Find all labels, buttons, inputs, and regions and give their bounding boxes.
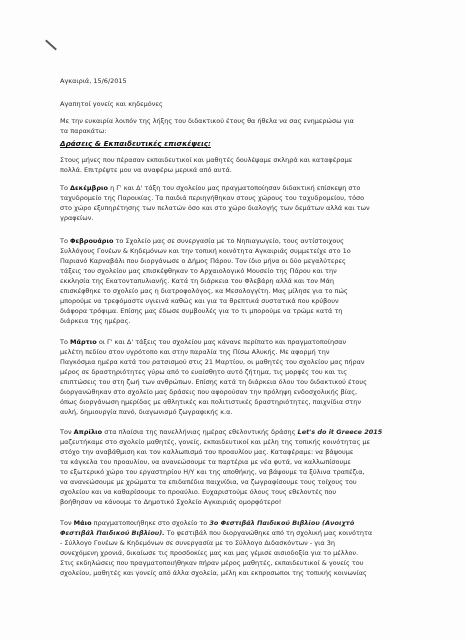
line-mid: στα πλαίσια της πανελλήνιας ημέρας εθελοντικής δράσης — [102, 428, 298, 436]
paragraph-line: Στους μήνες που πέρασαν εκπαιδευτικοί και μαθητές δουλέψαμε σκληρά και καταφέραμε — [60, 156, 353, 164]
line-lead: Τον — [60, 428, 74, 436]
line-rest: οι Γ' και Δ' τάξεις του σχολείου μας κάνανε περίπατο και πραγματοποίησαν — [96, 338, 347, 346]
line-lead: Τον — [60, 519, 74, 527]
line-lead: Το — [60, 184, 71, 192]
line-rest: Το φεστιβάλ που διοργανώθηκε από τη σχολική μας κοινότητα — [164, 529, 373, 537]
month-label: Δεκέμβριο — [70, 184, 108, 192]
month-label: Απρίλιο — [73, 428, 103, 436]
paragraph-line — [60, 236, 443, 247]
paragraph-line: διάφορα τρόφιμα. Επίσης μας έδωσε συμβουλές για το τι μπορούμε να τρώμε κατά τη — [60, 307, 343, 315]
paragraph-line: συνεχόμενη χρονιά, δικαίωσε τις προσδοκίες μας και μας γέμισε αισιοδοξία για το μέλλον. — [60, 549, 359, 557]
event-name: Let's do it Greece 2015 — [297, 428, 383, 436]
paragraph-line: όπως διοργάνωση ημερίδας με αθλητικές και πολιτιστικές δραστηριότητες, παιχνίδια στην — [60, 398, 361, 406]
paragraph-line: Παγκόσμια ημέρα κατά του ρατσισμού στις 21 Μαρτίου, οι μαθητές του σχολείου μας πήραν — [60, 358, 365, 366]
line-rest: το Σχολείο μας σε συνεργασία με το Νηπιαγωγείο, τους αντίστοιχους — [113, 237, 344, 245]
paragraph-line: στο χώρο εξυπηρέτησης των πελατών όσο και στο χώρο διαλογής των δεμάτων αλλά και των — [60, 204, 370, 212]
month-label: Μάιο — [73, 519, 92, 527]
paragraph-line: μπορούμε να τρεφόμαστε υγιεινά καθώς και για τα θρεπτικά συστατικά που κρύβουν — [60, 297, 339, 305]
paragraph-line: το εξωτερικό χώρο του εργαστηρίου Η/Υ και της αποθήκης, να βάψουμε τα ξύλινα τραπέζια, — [60, 468, 365, 476]
paragraph-line — [60, 518, 443, 529]
paragraph-line: Στις εκδηλώσεις που πραγματοποιήθηκαν πήραν μέρος μαθητές, εκπαιδευτικοί & γονείς του — [60, 559, 364, 567]
paragraph-line — [60, 337, 443, 348]
intro-line: Με την ευκαιρία λοιπόν της λήξης του διδακτικού έτους θα ήθελα να σας ενημερώσω για — [60, 117, 354, 125]
paragraph-line: μελέτη πεδίου στον υγρότοπο και στην παραλία της Πίσω Αλυκής. Με αφορμή την — [60, 348, 330, 356]
paragraph-line: να ανανεώσουμε με χρώματα τα επιδαπέδια παιχνίδια, να ζωγραφίσουμε τους τοίχους του — [60, 478, 357, 486]
greeting: Αγαπητοί γονείς και κηδεμόνες — [60, 100, 163, 108]
paragraph-line: διάρκεια της ημέρας. — [60, 317, 131, 325]
month-label: Φεβρουάριο — [70, 237, 114, 245]
paragraph-line — [60, 427, 443, 438]
paragraph-line — [60, 528, 443, 539]
line-mid: πραγματοποιήθηκε στο σχολείο το — [91, 519, 210, 527]
line-lead: Το — [60, 338, 71, 346]
paragraph-line: μέρος σε δραστηριότητες γύρω από το ευαίσθητο αυτό ζήτημα, τις μορφές του και τις — [60, 368, 348, 376]
paragraph-line: Παριανό Καρναβάλι που διοργάνωσε ο Δήμος Πάρου. Τον ίδιο μήνα οι δύο μεγαλύτερες — [60, 257, 346, 265]
section-heading: Δράσεις & Εκπαιδευτικές επισκέψεις: — [60, 139, 211, 148]
paragraph-line: πολλά. Επιτρέψτε μου να αναφέρω μερικά από αυτά. — [60, 166, 232, 174]
paragraph-line: τα κάγκελα του προαυλίου, να ανανεώσουμε τα παρτέρια με νέα φυτά, να καλλωπίσουμε — [60, 458, 351, 466]
intro-line: τα παρακάτω: — [60, 127, 107, 135]
paragraph-line: μαζευτήκαμε στο σχολείο μαθητές, γονείς, εκπαιδευτικοί και μέλη της τοπικής κοινότητας με — [60, 438, 370, 446]
paragraph-line: στόχο την αναβάθμιση και τον καλλωπισμό του προαυλίου μας. Καταφέραμε: να βάψουμε — [60, 448, 354, 456]
paragraph-line: γραφείων. — [60, 214, 94, 222]
event-name-cont: Φεστιβάλ Παιδικού Βιβλίου). — [60, 529, 165, 537]
line-lead: Το — [60, 237, 71, 245]
paragraph-line — [60, 183, 443, 194]
paragraph-line: - Σύλλογο Γονέων & Κηδεμόνων σε συνεργασία με το Σύλλογο Διδασκόντων - για 3η — [60, 539, 335, 547]
line-rest: η Γ' και Δ' τάξη του σχολείου μας πραγματοποίησαν διδακτική επίσκεψη στο — [108, 184, 361, 192]
paragraph-line: τάξεις του σχολείου μας επισκέφθηκαν το Αρχαιολογικό Μουσείο της Πάρου και την — [60, 267, 337, 275]
paragraph-line: επιπτώσεις του στη ζωή των ανθρώπων. Επίσης κατά τη διάρκεια όλου του διδακτικού έτους — [60, 378, 367, 386]
paragraph-line: αυλή, δημιουργία πανό, διαγωνισμό ζωγραφικής κ.α. — [60, 408, 233, 416]
paragraph-line: επισκέφθηκε το σχολείο μας η διατροφολόγος, κα Μεσολογγίτη. Μας μίλησε για το πώς — [60, 287, 348, 295]
place-date: Αγκαιριά, 15/6/2015 — [60, 77, 127, 85]
paragraph-line: βοήθησαν να κάνουμε το Δημοτικό Σχολείο Αγκαιριάς ομορφότερο! — [60, 498, 282, 506]
paragraph-line: διοργανώθηκαν στο σχολείο μας δράσεις που αφορούσαν την πρόληψη ενδοσχολικής βίας, — [60, 388, 358, 396]
paragraph-line: σχολείου, μαθητές και γονείς από άλλα σχολεία, μέλη και εκπροσωποι της τοπικής κοινωνίας — [60, 569, 367, 577]
paragraph-line: σχολείου και να καθαρίσουμε το προαύλιο. Ευχαριστούμε όλους τους εθελοντές που — [60, 488, 337, 496]
event-name: 3ο Φεστιβάλ Παιδικού Βιβλίου (Ανοιχτό — [209, 519, 355, 527]
month-label: Μάρτιο — [70, 338, 97, 346]
paragraph-line: ταχυδρομείο της Παροικίας. Τα παιδιά περιηγήθηκαν στους χώρους του ταχυδρομείου, τόσο — [60, 194, 365, 202]
paragraph-line: Συλλόγους Γονέων & Κηδεμόνων και την τοπική κοινότητα Αγκαιριάς συμμετείχε στο 1ο — [60, 247, 351, 255]
paragraph-line: εκκλησία της Εκατονταπυλιανής. Κατά τη διάρκεια του Φλεβάρη αλλά και τον Μάη — [60, 277, 335, 285]
